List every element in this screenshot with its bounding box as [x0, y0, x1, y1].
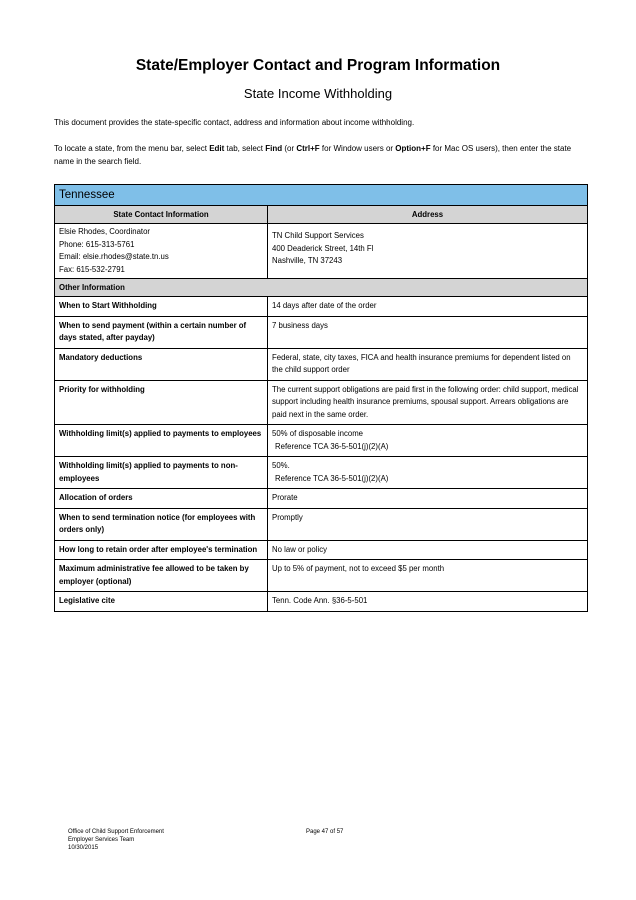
row-label: Withholding limit(s) applied to payments to employees [55, 425, 268, 457]
row-label: When to Start Withholding [55, 297, 268, 317]
instr-text-4: for Window users or [319, 144, 396, 153]
table-row [55, 489, 588, 509]
table-row [55, 297, 588, 317]
address-line: Nashville, TN 37243 [272, 256, 343, 265]
contact-header: State Contact Information [55, 206, 268, 224]
instr-find: Find [265, 144, 283, 153]
instructions-paragraph [54, 142, 584, 168]
contact-fax: Fax: 615-532-2791 [59, 264, 125, 274]
column-header-row [55, 206, 588, 224]
table-row [55, 560, 588, 592]
instr-edit: Edit [209, 144, 225, 153]
row-label: Legislative cite [55, 592, 268, 612]
address-line: 400 Deaderick Street, 14th Fl [272, 243, 374, 253]
state-header-row [55, 185, 588, 206]
row-reference: Reference TCA 36-5-501(j)(2)(A) [275, 441, 389, 451]
page-number: Page 47 of 57 [306, 829, 344, 835]
row-value-text: 50%. [272, 461, 290, 470]
row-label: Maximum administrative fee allowed to be taken by employer (optional) [55, 560, 268, 592]
state-info-table [54, 184, 588, 612]
state-name: Tennessee [55, 185, 588, 206]
row-label: When to send payment (within a certain number of days stated, after payday) [55, 316, 268, 348]
address-cell [268, 224, 588, 279]
instr-ctrl-f: Ctrl+F [296, 144, 320, 153]
table-row [55, 592, 588, 612]
row-value-text: 50% of disposable income [272, 429, 364, 438]
contact-name: Elsie Rhodes, Coordinator [59, 227, 151, 236]
instr-text-2: tab, select [224, 144, 266, 153]
other-info-header: Other Information [55, 279, 588, 297]
instr-text-3: (or [282, 144, 297, 153]
table-row [55, 457, 588, 489]
address-line: TN Child Support Services [272, 231, 364, 240]
instr-text-5: for Mac OS users), then enter the state name in the search field. [54, 144, 572, 166]
row-value: Up to 5% of payment, not to exceed $5 per month [268, 560, 588, 592]
row-value: Prorate [268, 489, 588, 509]
contact-email: Email: elsie.rhodes@state.tn.us [59, 252, 169, 261]
address-header: Address [268, 206, 588, 224]
row-label: When to send termination notice (for employees with orders only) [55, 508, 268, 540]
table-row [55, 508, 588, 540]
row-value: Promptly [268, 508, 588, 540]
row-label: How long to retain order after employee's termination [55, 540, 268, 560]
footer-left [68, 828, 164, 852]
contact-row [55, 224, 588, 279]
intro-paragraph: This document provides the state-specific contact, address and information about income withholding. [54, 118, 415, 127]
row-label: Priority for withholding [55, 380, 268, 425]
row-value: Federal, state, city taxes, FICA and health insurance premiums for dependent listed on the child support order [268, 348, 588, 380]
table-row [55, 540, 588, 560]
footer-office: Office of Child Support Enforcement [68, 829, 164, 835]
page-subtitle: State Income Withholding [243, 86, 393, 101]
row-value [268, 457, 588, 489]
row-label: Mandatory deductions [55, 348, 268, 380]
row-value: The current support obligations are paid first in the following order: child support, medical support including health insurance premiums, spousal support. Arrears obligations are paid next in the same order. [268, 380, 588, 425]
footer-date: 10/30/2015 [68, 845, 99, 851]
table-row [55, 380, 588, 425]
other-info-header-row [55, 279, 588, 297]
row-value [268, 425, 588, 457]
row-value: 7 business days [268, 316, 588, 348]
row-label: Withholding limit(s) applied to payments to non-employees [55, 457, 268, 489]
instr-text-1: To locate a state, from the menu bar, select [54, 144, 210, 153]
row-reference: Reference TCA 36-5-501(j)(2)(A) [275, 473, 389, 483]
instr-option-f: Option+F [395, 144, 431, 153]
row-value: No law or policy [268, 540, 588, 560]
table-row [55, 425, 588, 457]
footer-team: Employer Services Team [68, 837, 135, 843]
page-title: State/Employer Contact and Program Information [135, 57, 501, 74]
row-value: Tenn. Code Ann. §36-5-501 [268, 592, 588, 612]
table-row [55, 316, 588, 348]
footer-page-number [306, 828, 343, 836]
table-row [55, 348, 588, 380]
row-value: 14 days after date of the order [268, 297, 588, 317]
contact-phone: Phone: 615-313-5761 [59, 239, 135, 249]
contact-cell [55, 224, 268, 279]
row-label: Allocation of orders [55, 489, 268, 509]
